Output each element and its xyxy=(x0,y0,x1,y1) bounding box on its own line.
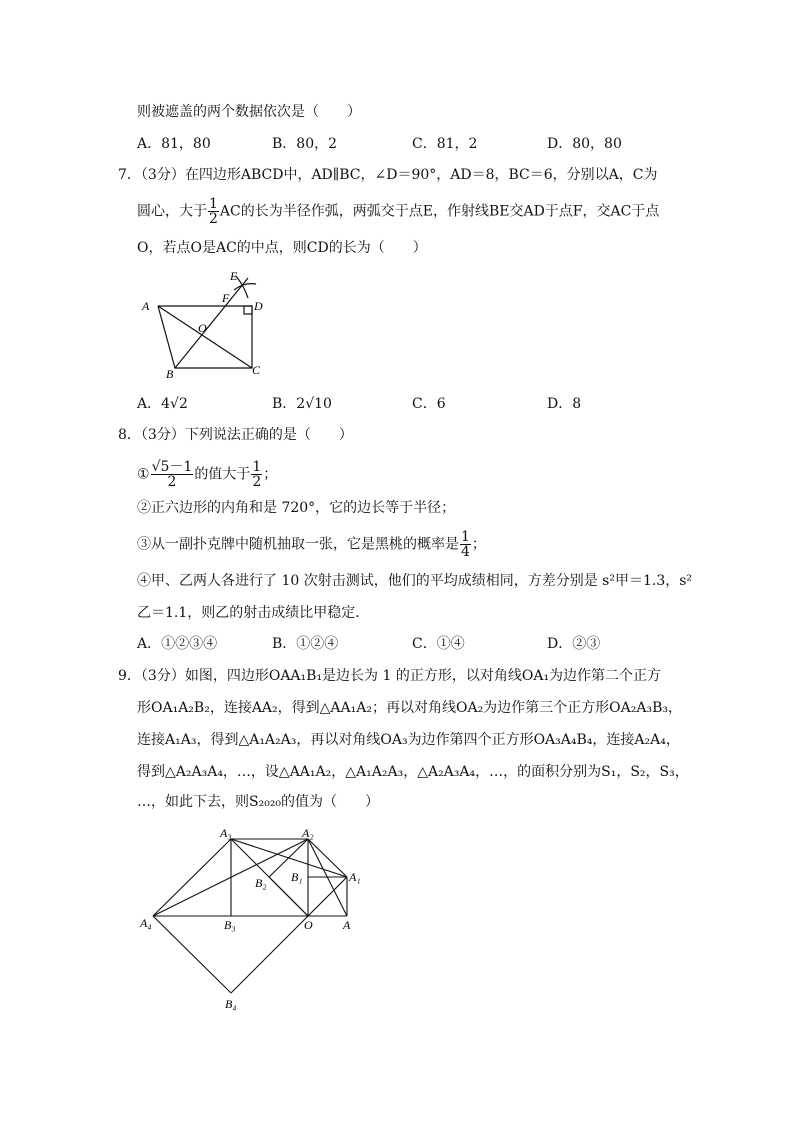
q8-statement-4b: 乙＝1.1，则乙的射击成绩比甲稳定． xyxy=(137,605,370,621)
q7-line-1 xyxy=(118,165,658,185)
q8-s3-text: ③从一副扑克牌中随机抽取一张，它是黑桃的概率是 xyxy=(137,536,459,553)
q9-label-a2: A₂ xyxy=(302,826,314,840)
q7-option-b[interactable]: B．2√10 xyxy=(272,396,332,412)
q7-label-b: B xyxy=(166,367,174,380)
q7-label-f: F xyxy=(222,291,230,305)
q9-label-b4: B₄ xyxy=(225,997,237,1011)
q7-option-c[interactable]: C．6 xyxy=(412,396,446,412)
q7-option-a[interactable]: A．4√2 xyxy=(137,396,188,412)
q9-line-1 xyxy=(118,666,661,686)
q6-option-b[interactable]: B．80，2 xyxy=(272,136,338,152)
q7-label-e: E xyxy=(230,270,238,283)
q8-s1-mark: ① xyxy=(137,466,150,483)
q8-s1-fraction: $\frac{√5-1}{2}$ xyxy=(151,459,193,490)
q6-option-a[interactable]: A．81，80 xyxy=(137,136,211,152)
q9-line-5: …，如此下去，则S₂₀₂₀的值为（ ） xyxy=(137,794,380,810)
q9-label-o: O xyxy=(304,918,313,932)
q9-label-a4: A₄ xyxy=(140,916,152,930)
q7-label-o: O xyxy=(198,321,207,335)
q8-statement-2: ②正六边形的内角和是 720°，它的边长等于半径； xyxy=(137,500,456,516)
q7-right-angle-mark xyxy=(244,306,252,314)
q7-score: （3分） xyxy=(140,167,185,183)
q9-label-b2: B₂ xyxy=(255,876,267,890)
q7-line-2 xyxy=(137,197,659,226)
q9-line-3: 连接A₁A₃，得到△A₁A₂A₃，再以对角线OA₃为边作第四个正方形OA₃A₄B₄，连接A₂A₄， xyxy=(137,732,680,748)
q7-line-3: O，若点O是AC的中点，则CD的长为（ ） xyxy=(137,240,427,256)
q7-text-2a: 圆心，大于 xyxy=(137,203,207,220)
q7-label-a: A xyxy=(142,299,150,313)
q7-number: 7． xyxy=(118,167,141,183)
q7-label-d: D xyxy=(254,299,263,313)
q6-option-c[interactable]: C．81，2 xyxy=(412,136,478,152)
q7-arc-1 xyxy=(234,284,256,290)
q9-line-4: 得到△A₂A₃A₄，…，设△AA₁A₂，△A₁A₂A₃，△A₂A₃A₄，…，的面积分别为S₁，S₂，S₃， xyxy=(137,764,689,780)
q7-fraction: $\frac{1}{2}$ xyxy=(209,196,218,227)
q7-option-d[interactable]: D．8 xyxy=(547,396,582,412)
q8-number: 8． xyxy=(118,427,141,443)
q9-line-o-a1 xyxy=(308,877,347,916)
q7-text-2b: AC的长为半径作弧，两弧交于点E，作射线BE交AD于点F，交AC于点 xyxy=(219,203,660,220)
q7-figure xyxy=(140,270,280,380)
q9-label-a1: A₁ xyxy=(349,870,361,884)
q8-s1-mid: 的值大于 xyxy=(194,466,251,483)
q8-option-b[interactable]: B．①②④ xyxy=(272,636,339,652)
q8-statement-3 xyxy=(137,530,486,559)
q8-s1-end: ； xyxy=(263,466,278,483)
q9-score: （3分） xyxy=(140,668,185,684)
q9-label-b3: B₃ xyxy=(224,918,236,932)
q9-figure xyxy=(138,825,378,1015)
q9-line-a2-a1 xyxy=(308,839,347,877)
q9-number: 9． xyxy=(118,668,141,684)
q8-option-a[interactable]: A．①②③④ xyxy=(137,636,218,652)
q8-option-c[interactable]: C．①④ xyxy=(412,636,465,652)
q8-line-stem xyxy=(118,425,353,445)
q8-option-d[interactable]: D．②③ xyxy=(547,636,601,652)
q9-line-b4-o xyxy=(231,916,308,993)
q6-tail: 则被遮盖的两个数据依次是（ ） xyxy=(137,104,361,120)
q8-statement-1 xyxy=(137,460,277,489)
q8-s1-fraction-2: $\frac{1}{2}$ xyxy=(252,459,262,490)
q9-text-1: 如图，四边形OAA₁B₁是边长为 1 的正方形，以对角线OA₁为边作第二个正方 xyxy=(184,668,662,684)
q9-label-a: A xyxy=(343,918,351,932)
q9-label-a3: A₃ xyxy=(220,826,232,840)
q9-line-2: 形OA₁A₂B₂，连接AA₂，得到△AA₁A₂；再以对角线OA₂为边作第三个正方形OA₂A₃B₃， xyxy=(137,700,683,716)
q7-label-c: C xyxy=(252,363,261,377)
q7-text-1: 在四边形ABCD中，AD∥BC，∠D＝90°，AD＝8，BC＝6，分别以A，C为 xyxy=(184,167,658,183)
q8-stem: 下列说法正确的是（ ） xyxy=(184,427,353,443)
q8-s3-fraction: $\frac{1}{4}$ xyxy=(461,529,470,560)
q9-line-a3-a4 xyxy=(153,839,231,916)
q8-statement-4a: ④甲、乙两人各进行了 10 次射击测试，他们的平均成绩相同，方差分别是 s²甲＝1.3，s² xyxy=(137,573,693,589)
q9-label-b1: B₁ xyxy=(291,870,303,884)
q8-score: （3分） xyxy=(140,427,185,443)
q6-option-d[interactable]: D．80，80 xyxy=(547,136,622,152)
q9-line-a4-b4 xyxy=(153,916,231,993)
q7-ray-be xyxy=(175,278,248,368)
q8-s3-end: ； xyxy=(471,536,486,553)
